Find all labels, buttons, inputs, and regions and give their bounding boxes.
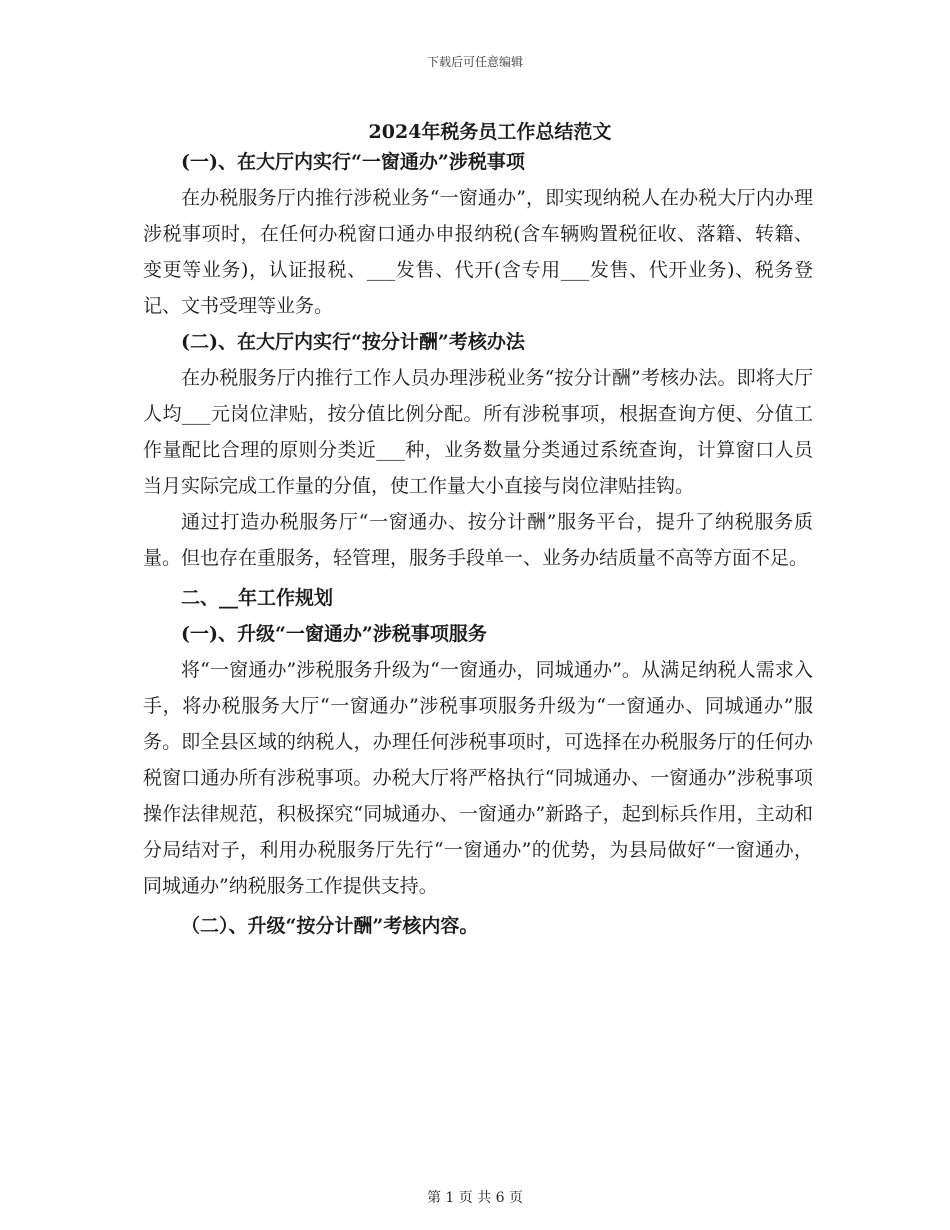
document-title: 2024年税务员工作总结范文	[368, 121, 612, 143]
section-heading-4: (一)、升级“一窗通办”涉税事项服务	[181, 623, 487, 645]
paragraph-4: 将“一窗通办”涉税服务升级为“一窗通办，同城通办”。从满足纳税人需求入手，将办税服务大厅“一窗通办”涉税事项服务升级为“一窗通办、同城通办”服务。即全县区域的纳税人，办理任何涉税事项时，可选择在办税服务厅的任何办税窗口通办所有涉税事项。办税大厅将严格执行“同城通办、一窗通办”涉税事项操作法律规范，积极探究“同城通办、一窗通办”新路子，起到标兵作用，主动和分局结对子，利用办税服务厅先行“一窗通办”的优势，为县局做好“一窗通办，同城通办”纳税服务工作提供支持。	[143, 659, 813, 897]
document-body	[143, 144, 813, 944]
paragraph-2: 在办税服务厅内推行工作人员办理涉税业务“按分计酬”考核办法。即将大厅人均___元岗位津贴，按分值比例分配。所有涉税事项，根据查询方便、分值工作量配比合理的原则分类近___种，业务数量分类通过系统查询，计算窗口人员当月实际完成工作量的分值，使工作量大小直接与岗位津贴挂钩。	[143, 367, 813, 497]
paragraph-3: 通过打造办税服务厅“一窗通办、按分计酬”服务平台，提升了纳税服务质量。但也存在重服务，轻管理，服务手段单一、业务办结质量不高等方面不足。	[143, 511, 813, 569]
section-heading-3: 二、__年工作规划	[181, 587, 334, 609]
section-heading-1: (一)、在大厅内实行“一窗通办”涉税事项	[181, 151, 525, 173]
page-number: 第 1 页 共 6 页	[426, 1190, 524, 1206]
section-heading-2: (二)、在大厅内实行“按分计酬”考核办法	[181, 331, 525, 353]
paragraph-1: 在办税服务厅内推行涉税业务“一窗通办”，即实现纳税人在办税大厅内办理涉税事项时，在任何办税窗口通办申报纳税(含车辆购置税征收、落籍、转籍、变更等业务)，认证报税、___发售、代开(含专用___发售、代开业务)、税务登记、文书受理等业务。	[143, 187, 813, 317]
page-header-note: 下载后可任意编辑	[426, 55, 523, 69]
section-heading-5: （二）、升级“按分计酬”考核内容。	[181, 915, 479, 937]
